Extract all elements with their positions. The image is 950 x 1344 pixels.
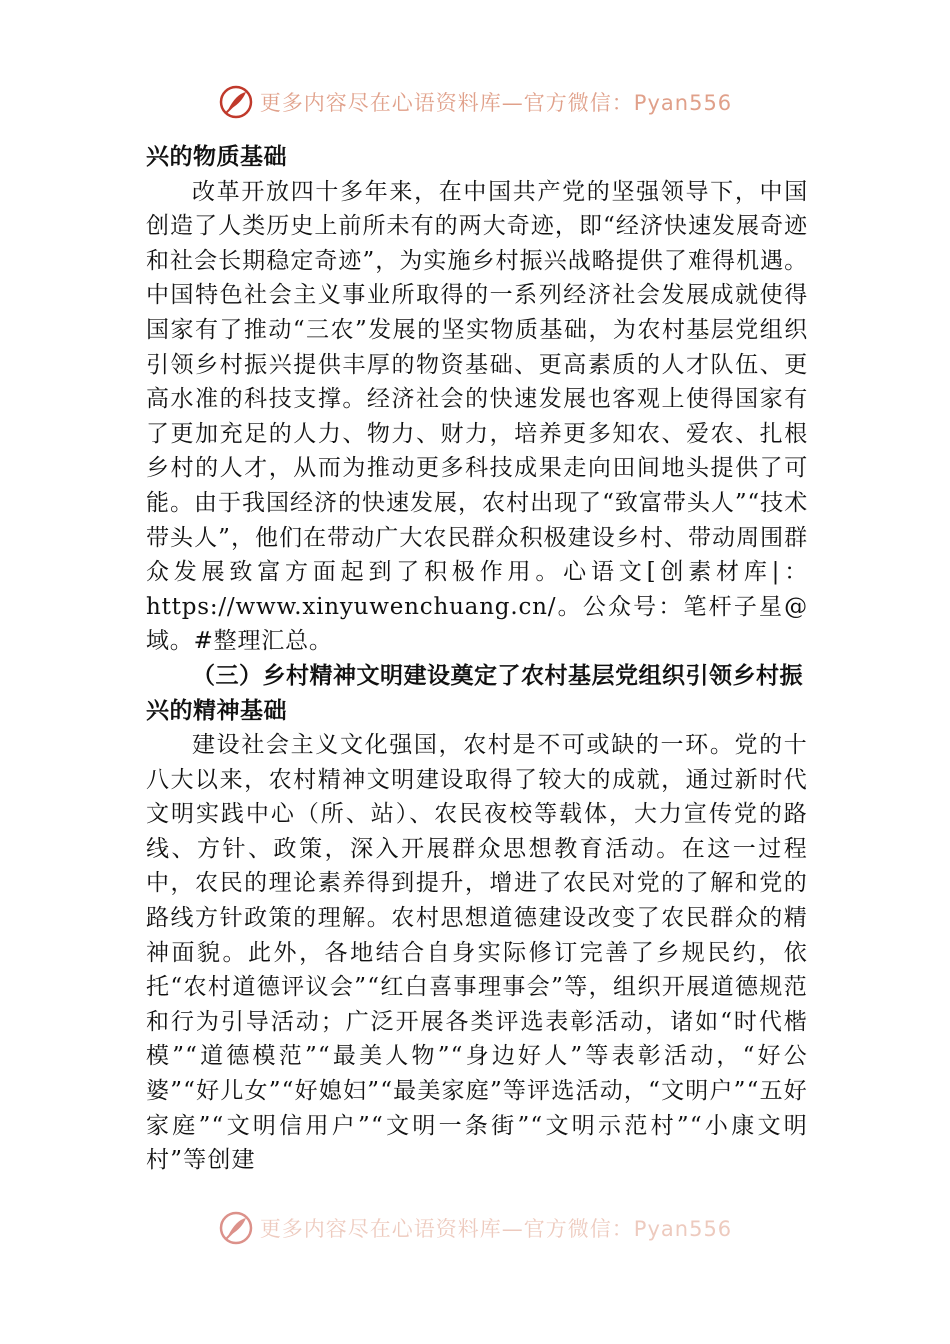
section-heading-3: （三）乡村精神文明建设奠定了农村基层党组织引领乡村振兴的精神基础 [146, 661, 803, 724]
section-heading-continued: 兴的物质基础 [146, 143, 287, 170]
paragraph-1: 改革开放四十多年来，在中国共产党的坚强领导下，中国创造了人类历史上前所未有的两大奇迹，即“经济快速发展奇迹和社会长期稳定奇迹”，为实施乡村振兴战略提供了难得机遇。中国特色社会主义事业所取得的一系列经济社会发展成就使得国家有了推动“三农”发展的坚实物质基础，为农村基层党组织引领乡村振兴提供丰厚的物资基础、更高素质的人才队伍、更高水准的科技支撑。经济社会的快速发展也客观上使得国家有了更加充足的人力、物力、财力，培养更多知农、爱农、扎根乡村的人才，从而为推动更多科技成果走向田间地头提供了可能。由于我国经济的快速发展，农村出现了“致富带头人”“技术带头人”，他们在带动广大农民群众积极建设乡村、带动周围群众发展致富方面起到了积极作用。心语文[创素材库|：https://www.xinyuwenchuang.cn/。公众号：笔杆子星@域。#整理汇总。 [146, 178, 808, 655]
quill-logo-icon [218, 84, 254, 120]
document-body [146, 140, 808, 1178]
watermark-text: 更多内容尽在心语资料库—官方微信：Pyan556 [259, 1217, 733, 1241]
watermark-footer [0, 1210, 950, 1246]
paragraph-2: 建设社会主义文化强国，农村是不可或缺的一环。党的十八大以来，农村精神文明建设取得了较大的成就，通过新时代文明实践中心（所、站）、农民夜校等载体，大力宣传党的路线、方针、政策，深入开展群众思想教育活动。在这一过程中，农民的理论素养得到提升，增进了农民对党的了解和党的路线方针政策的理解。农村思想道德建设改变了农民群众的精神面貌。此外，各地结合自身实际修订完善了乡规民约，依托“农村道德评议会”“红白喜事理事会”等，组织开展道德规范和行为引导活动；广泛开展各类评选表彰活动，诸如“时代楷模”“道德模范”“最美人物”“身边好人”等表彰活动，“好公婆”“好儿女”“好媳妇”“最美家庭”等评选活动，“文明户”“五好家庭”“文明信用户”“文明一条街”“文明示范村”“小康文明村”等创建 [146, 732, 808, 1174]
quill-logo-icon [218, 1210, 254, 1246]
watermark-header [0, 84, 950, 120]
watermark-text: 更多内容尽在心语资料库—官方微信：Pyan556 [259, 91, 733, 115]
